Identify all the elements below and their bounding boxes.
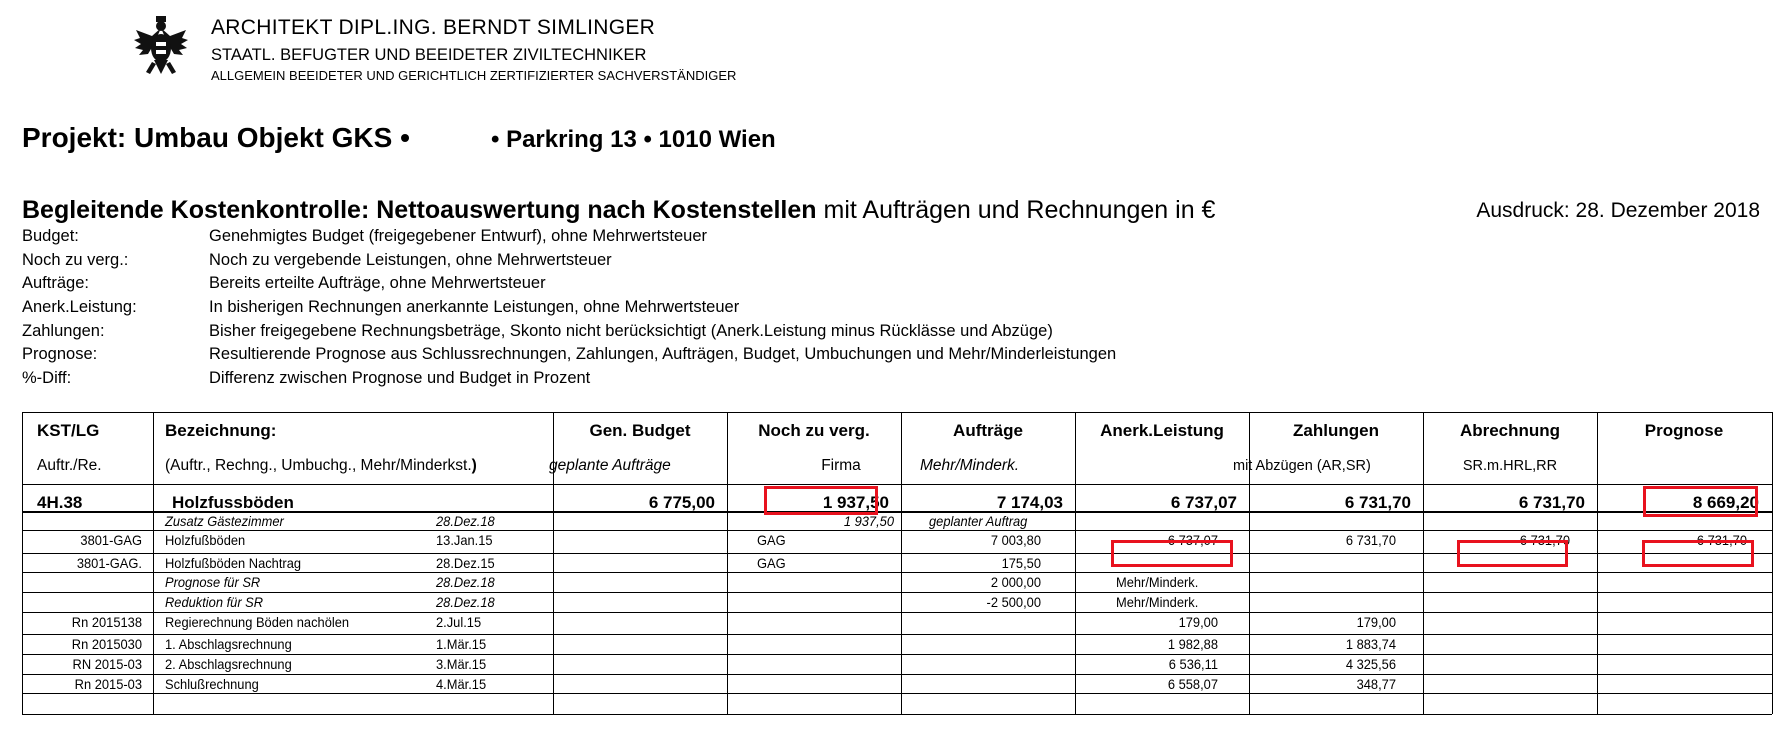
highlight-box	[1643, 486, 1758, 517]
project-title: Projekt: Umbau Objekt GKS •	[22, 122, 410, 153]
header-budget: Gen. Budget	[589, 421, 691, 440]
row-noch: GAG	[757, 532, 786, 548]
row-desc: 2. Abschlagsrechnung	[165, 656, 292, 672]
summary-noch: 1 937,50	[822, 493, 889, 512]
firm-name: ARCHITEKT DIPL.ING. BERNDT SIMLINGER	[211, 16, 656, 39]
row-abrechnung: 6 731,70	[1519, 532, 1570, 548]
legend-term: %-Diff:	[22, 369, 72, 387]
subheader-abrechnung: SR.m.HRL,RR	[1462, 458, 1558, 474]
row-auftraege: 2 000,00	[990, 574, 1041, 590]
legend-desc: Resultierende Prognose aus Schlussrechnungen, Zahlungen, Aufträgen, Budget, Umbuchungen und Mehr/Minderleistungen	[209, 345, 1117, 363]
grid-line	[22, 412, 23, 714]
row-ref: Rn 2015030	[71, 636, 142, 652]
header-abrechnung: Abrechnung	[1459, 421, 1561, 440]
row-auftraege: 7 003,80	[990, 532, 1041, 548]
grid-line	[1075, 412, 1076, 714]
row-ref: 3801-GAG.	[76, 555, 142, 571]
row-zahlungen: 4 325,56	[1345, 656, 1396, 672]
subheader-desc	[165, 457, 477, 475]
highlight-box	[1111, 540, 1233, 567]
row-desc: Schlußrechnung	[165, 676, 259, 692]
grid-line	[727, 412, 728, 714]
row-prognose: 6 731,70	[1696, 532, 1747, 548]
row-date: 1.Mär.15	[436, 636, 487, 652]
grid-line	[153, 412, 154, 714]
grid-line	[901, 412, 902, 714]
legend-desc: Bereits erteilte Aufträge, ohne Mehrwertsteuer	[209, 274, 546, 292]
subheader-desc-paren: )	[471, 457, 477, 474]
legend-desc: Bisher freigegebene Rechnungsbeträge, Skonto nicht berücksichtigt (Anerk.Leistung minus Rücklässe und Abzüge)	[209, 322, 1053, 340]
firm-certification: ALLGEMEIN BEEIDETER UND GERICHTLICH ZERTIFIZIERTER SACHVERSTÄNDIGER	[211, 68, 737, 83]
row-ref: 3801-GAG	[80, 532, 142, 548]
legend-term: Zahlungen:	[22, 322, 105, 340]
row-date: 3.Mär.15	[436, 656, 487, 672]
grid-line	[22, 592, 1772, 593]
grid-line	[22, 634, 1772, 635]
row-desc: Prognose für SR	[165, 574, 261, 590]
summary-zahlungen: 6 731,70	[1344, 493, 1411, 512]
header-anerk: Anerk.Leistung	[1100, 421, 1224, 440]
grid-line	[22, 714, 1772, 715]
summary-budget: 6 775,00	[648, 493, 715, 512]
header-kst: KST/LG	[37, 421, 100, 440]
row-ref: Rn 2015-03	[74, 676, 142, 692]
row-anerk: 6 737,07	[1167, 532, 1218, 548]
row-date: 4.Mär.15	[436, 676, 487, 692]
row-anerk: 6 536,11	[1168, 656, 1218, 672]
row-anerk: Mehr/Minderk.	[1116, 594, 1199, 610]
row-desc: 1. Abschlagsrechnung	[165, 636, 292, 652]
subheader-abzuege: mit Abzügen (AR,SR)	[1233, 458, 1371, 474]
section-title-bold: Begleitende Kostenkontrolle: Nettoauswertung nach Kostenstellen	[22, 196, 817, 224]
grid-line	[22, 674, 1772, 675]
section-title	[22, 196, 1215, 225]
legend-desc: Differenz zwischen Prognose und Budget in Prozent	[209, 369, 591, 387]
subheader-ref: Auftr./Re.	[37, 457, 102, 474]
row-desc: Reduktion für SR	[165, 594, 264, 610]
row-zahlungen: 1 883,74	[1345, 636, 1396, 652]
legend-desc: In bisherigen Rechnungen anerkannte Leistungen, ohne Mehrwertsteuer	[209, 298, 740, 316]
header-prognose: Prognose	[1644, 421, 1724, 440]
highlight-box	[1457, 540, 1568, 567]
row-anerk: 1 982,88	[1167, 636, 1218, 652]
summary-auftraege: 7 174,03	[996, 493, 1063, 512]
row-auftraege: geplanter Auftrag	[929, 513, 1028, 529]
header-noch: Noch zu verg.	[758, 421, 870, 440]
summary-anerk: 6 737,07	[1170, 493, 1237, 512]
row-date: 28.Dez.18	[436, 594, 495, 610]
grid-line	[22, 612, 1772, 613]
row-noch: GAG	[757, 555, 786, 571]
legend-term: Anerk.Leistung:	[22, 298, 137, 316]
legend-term: Noch zu verg.:	[22, 251, 129, 269]
summary-name: Holzfussböden	[172, 493, 294, 512]
subheader-firma: Firma	[821, 457, 861, 474]
highlight-box	[764, 486, 878, 515]
row-zahlungen: 348,77	[1356, 676, 1396, 692]
row-noch: 1 937,50	[843, 513, 894, 529]
cost-table	[22, 412, 1772, 732]
row-zahlungen: 6 731,70	[1345, 532, 1396, 548]
legend-desc: Genehmigtes Budget (freigegebener Entwurf), ohne Mehrwertsteuer	[209, 227, 708, 245]
row-ref: Rn 2015138	[71, 614, 142, 630]
row-anerk: 6 558,07	[1167, 676, 1218, 692]
header-zahlungen: Zahlungen	[1293, 421, 1379, 440]
highlight-box	[1642, 540, 1754, 567]
row-date: 13.Jan.15	[436, 532, 493, 548]
print-date: Ausdruck: 28. Dezember 2018	[1476, 199, 1760, 222]
row-anerk: Mehr/Minderk.	[1116, 574, 1199, 590]
row-date: 28.Dez.18	[436, 574, 495, 590]
grid-line	[1772, 412, 1773, 714]
austrian-eagle-crest-icon	[132, 14, 190, 80]
summary-abrechnung: 6 731,70	[1518, 493, 1585, 512]
row-desc: Holzfußböden	[165, 532, 246, 548]
row-date: 28.Dez.18	[436, 513, 495, 529]
row-desc: Regierechnung Böden nachölen	[165, 614, 350, 630]
firm-subtitle: STAATL. BEFUGTER UND BEEIDETER ZIVILTECHNIKER	[211, 46, 647, 64]
grid-line	[1597, 412, 1598, 714]
summary-prognose: 8 669,20	[1692, 493, 1759, 512]
row-desc: Zusatz Gästezimmer	[165, 513, 284, 529]
subheader-mehrminder: Mehr/Minderk.	[920, 457, 1020, 474]
row-auftraege: 175,50	[1001, 555, 1041, 571]
row-ref: RN 2015-03	[72, 656, 142, 672]
grid-line	[22, 572, 1772, 573]
legend-term: Budget:	[22, 227, 79, 245]
summary-kst: 4H.38	[37, 493, 83, 512]
grid-line	[22, 693, 1772, 694]
grid-line	[22, 530, 1772, 531]
grid-line	[22, 654, 1772, 655]
row-auftraege: -2 500,00	[986, 594, 1041, 610]
legend-term: Aufträge:	[22, 274, 89, 292]
grid-line	[22, 412, 1772, 413]
grid-line	[22, 484, 1772, 485]
row-anerk: 179,00	[1178, 614, 1218, 630]
legend-desc: Noch zu vergebende Leistungen, ohne Mehrwertsteuer	[209, 251, 612, 269]
header-bezeichnung: Bezeichnung:	[165, 421, 277, 440]
section-title-rest: mit Aufträgen und Rechnungen in €	[816, 196, 1216, 224]
subheader-desc-text: (Auftr., Rechng., Umbuchg., Mehr/Minderkst.	[165, 457, 472, 474]
project-address: • Parkring 13 • 1010 Wien	[491, 126, 776, 153]
legend-term: Prognose:	[22, 345, 98, 363]
subheader-budget: geplante Aufträge	[549, 457, 671, 474]
row-date: 28.Dez.15	[436, 555, 495, 571]
header-auftraege: Aufträge	[953, 421, 1023, 440]
row-zahlungen: 179,00	[1356, 614, 1396, 630]
row-date: 2.Jul.15	[436, 614, 482, 630]
row-desc: Holzfußböden Nachtrag	[165, 555, 302, 571]
